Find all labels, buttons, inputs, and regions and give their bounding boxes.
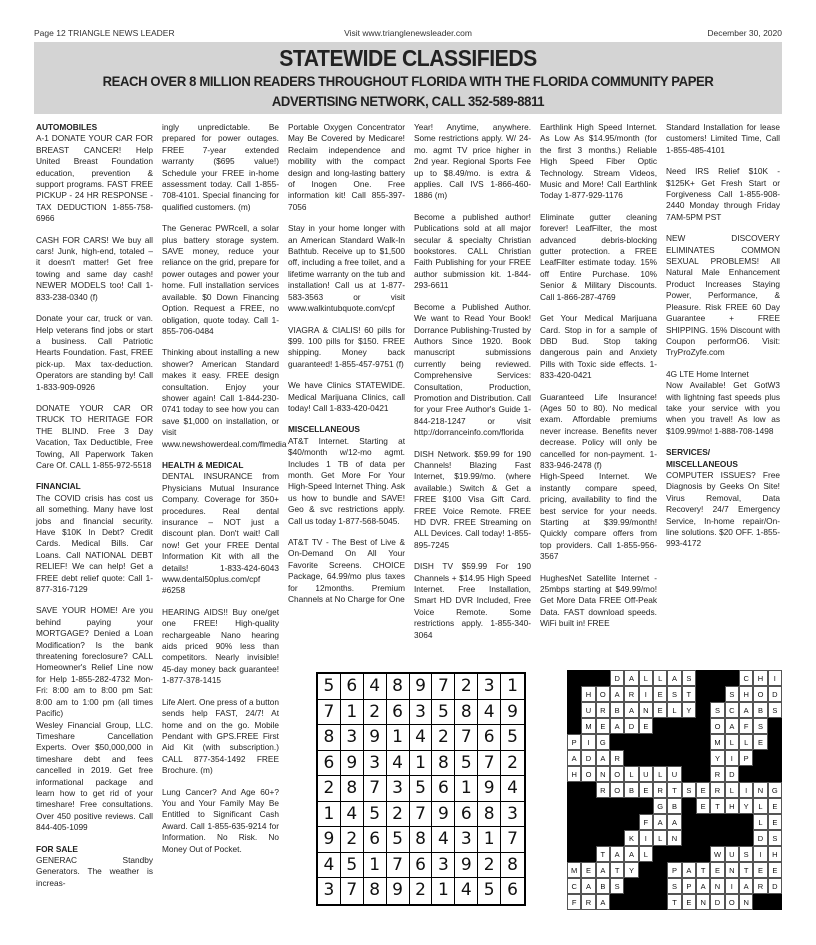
- sudoku-cell: 6: [410, 853, 433, 879]
- crossword-cell: I: [753, 846, 767, 862]
- crossword-cell: O: [753, 686, 767, 702]
- ad-column-2: [162, 122, 287, 865]
- sudoku-cell: 3: [410, 700, 433, 726]
- crossword-cell: T: [739, 862, 753, 878]
- classified-ad: Become a published author! Publications sold at all major secular & specialty Christian bookstores. CALL Christian Faith Publishing for your FREE author submission kit. 1-844-293-6611: [414, 211, 531, 291]
- sudoku-cell: 2: [478, 853, 501, 879]
- ad-column-4: [414, 122, 531, 651]
- crossword-cell: O: [725, 894, 739, 910]
- classified-ad: Stay in your home longer with an American Standard Walk-In Bathtub. Receive up to $1,500 off, including a free toilet, and a lifetime warranty on the tub and installation! Call us at 1-877-583-3563 or visit www.walkintubquote.com/cpf: [288, 223, 405, 314]
- crossword-cell: H: [768, 846, 782, 862]
- sudoku-cell: 5: [432, 700, 455, 726]
- crossword-cell: L: [753, 814, 767, 830]
- classified-ad: Eliminate gutter cleaning forever! LeafFilter, the most advanced debris-blocking gutter protection. a FREE LeafFilter estimate today. 15% off Entire Purchase. 10% Senior & Military Discounts. Call 1-866-287-4769: [540, 211, 657, 302]
- sudoku-cell: 5: [387, 827, 410, 853]
- crossword-cell: A: [696, 878, 710, 894]
- crossword-cell: P: [739, 750, 753, 766]
- crossword-cell: A: [581, 878, 595, 894]
- classifieds-banner: [34, 42, 782, 114]
- crossword-cell: E: [768, 814, 782, 830]
- crossword-cell: G: [653, 798, 667, 814]
- classified-ad: Earthlink High Speed Internet. As Low As $14.95/month (for the first 3 months.) Reliable High Speed Fiber Optic Technology. Stream Videos, Music and More! Call Earthlink Today 1-877-929-1176: [540, 122, 657, 201]
- crossword-cell: U: [639, 766, 653, 782]
- crossword-cell: A: [624, 702, 638, 718]
- crossword-cell: A: [739, 878, 753, 894]
- classified-ad: GENERAC Standby Generators. The weather is increas-: [36, 854, 153, 888]
- crossword-cell: N: [753, 782, 767, 798]
- classified-ad: Guaranteed Life Insurance! (Ages 50 to 80). No medical exam. Affordable premiums never increase. Benefits never decrease. Policy will only be cancelled for non-payment. 1-833-946-2478 (f) High-Speed Internet. We instantly compare speed, pricing, availability to find the best service for your needs. Starting at $39.99/month! Quickly compare offers from top providers. Call 1-855-956-3567: [540, 391, 657, 562]
- sudoku-cell: 8: [341, 776, 364, 802]
- sudoku-cell: 8: [364, 878, 387, 904]
- crossword-cell: S: [753, 718, 767, 734]
- sudoku-cell: 4: [432, 827, 455, 853]
- sudoku-cell: 3: [364, 751, 387, 777]
- crossword-cell: I: [725, 878, 739, 894]
- crossword-cell: S: [725, 686, 739, 702]
- crossword-cell: N: [596, 766, 610, 782]
- sudoku-cell: 9: [410, 674, 433, 700]
- crossword-cell: L: [653, 830, 667, 846]
- sudoku-cell: 3: [455, 827, 478, 853]
- sudoku-cell: 4: [318, 853, 341, 879]
- crossword-cell: D: [753, 830, 767, 846]
- banner-title: STATEWIDE CLASSIFIEDS: [279, 45, 537, 71]
- crossword-cell: R: [753, 878, 767, 894]
- sudoku-cell: 8: [478, 802, 501, 828]
- crossword-cell: U: [667, 766, 681, 782]
- sudoku-cell: 5: [341, 853, 364, 879]
- crossword-cell: H: [567, 766, 581, 782]
- crossword-cell: L: [739, 734, 753, 750]
- page-header: [34, 28, 782, 42]
- crossword-cell: A: [596, 862, 610, 878]
- sudoku-cell: 8: [432, 751, 455, 777]
- sudoku-cell: 6: [341, 674, 364, 700]
- crossword-cell: T: [710, 798, 724, 814]
- crossword-cell: Y: [682, 702, 696, 718]
- crossword-cell: C: [725, 702, 739, 718]
- sudoku-cell: 2: [501, 751, 524, 777]
- crossword-cell: E: [768, 798, 782, 814]
- sudoku-cell: 9: [318, 827, 341, 853]
- ad-column-3: [288, 122, 405, 615]
- classified-ad: ingly unpredictable. Be prepared for power outages. FREE 7-year extended warranty ($695 value!) Schedule your FREE in-home assessment today. Call 1-855-708-4101. Special financing for qualified customers. (m): [162, 122, 279, 212]
- crossword-cell: R: [710, 782, 724, 798]
- sudoku-cell: 5: [501, 725, 524, 751]
- classified-ad: DONATE YOUR CAR OR TRUCK TO HERITAGE FOR THE BLIND. Free 3 Day Vacation, Tax Deductible, Free Towing, All Paperwork Taken Care Of. CALL 1-855-972-5518: [36, 402, 153, 470]
- crossword-cell: A: [624, 846, 638, 862]
- sudoku-cell: 6: [507, 880, 518, 901]
- crossword-cell: A: [667, 670, 681, 686]
- crossword-cell: I: [639, 830, 653, 846]
- crossword-cell: S: [667, 878, 681, 894]
- sudoku-cell: 6: [318, 751, 341, 777]
- crossword-cell: O: [610, 782, 624, 798]
- crossword-cell: I: [639, 686, 653, 702]
- crossword-cell: S: [682, 670, 696, 686]
- crossword-cell: T: [696, 862, 710, 878]
- sudoku-cell: 1: [318, 802, 341, 828]
- crossword-cell: A: [624, 670, 638, 686]
- crossword-cell: N: [639, 702, 653, 718]
- sudoku-cell: 7: [455, 725, 478, 751]
- crossword-grid: [567, 670, 782, 910]
- classified-ad: HughesNet Satellite Internet - 25mbps starting at $49.99/mo! Get More Data FREE Off-Peak Data. FAST download speeds. WiFi built in! FREE: [540, 572, 657, 629]
- sudoku-cell: 7: [318, 700, 341, 726]
- crossword-cell: D: [768, 878, 782, 894]
- crossword-cell: U: [581, 702, 595, 718]
- classified-ad: VIAGRA & CIALIS! 60 pills for $99. 100 pills for $150. FREE shipping. Money back guaranteed! 1-855-457-9751 (f): [288, 324, 405, 369]
- sudoku-cell: 8: [501, 853, 524, 879]
- crossword-cell: I: [739, 782, 753, 798]
- sudoku-cell: 6: [432, 776, 455, 802]
- sudoku-cell: 3: [318, 878, 341, 904]
- sudoku-cell: 5: [318, 674, 341, 700]
- sudoku-cell: 7: [387, 853, 410, 879]
- crossword-cell: O: [596, 686, 610, 702]
- crossword-cell: C: [567, 878, 581, 894]
- crossword-cell: H: [725, 798, 739, 814]
- sudoku-cell: 2: [318, 776, 341, 802]
- crossword-cell: H: [739, 686, 753, 702]
- crossword-cell: S: [710, 702, 724, 718]
- crossword-cell: R: [581, 894, 595, 910]
- classified-ad: Donate your car, truck or van. Help veterans find jobs or start a business. Call Patriotic Hearts Foundation. Fast, FREE pick-up. Max tax-deduction. Operators are standing by! Call 1-833-909-0926: [36, 313, 153, 392]
- sudoku-cell: 1: [341, 700, 364, 726]
- classified-ad: We have Clinics STATEWIDE. Medical Marijuana Clinics, call today! Call 1-833-420-0421: [288, 380, 405, 413]
- sudoku-cell: 6: [387, 700, 410, 726]
- crossword-cell: R: [610, 750, 624, 766]
- crossword-cell: O: [710, 718, 724, 734]
- crossword-cell: D: [725, 766, 739, 782]
- sudoku-cell: 9: [501, 700, 524, 726]
- sudoku-cell: 1: [364, 853, 387, 879]
- sudoku-cell: 4: [341, 802, 364, 828]
- classified-ad: Lung Cancer? And Age 60+? You and Your Family May Be Entitled to Significant Cash Award. Call 1-855-635-9214 for Information. No Risk. No Money Out of Pocket.: [162, 786, 279, 854]
- sudoku-cell: 2: [432, 725, 455, 751]
- sudoku-cell: 8: [410, 827, 433, 853]
- sudoku-cell: 5: [364, 802, 387, 828]
- crossword-cell: N: [667, 830, 681, 846]
- crossword-cell: L: [639, 670, 653, 686]
- crossword-cell: D: [710, 894, 724, 910]
- sudoku-cell: 4: [387, 751, 410, 777]
- crossword-cell: S: [682, 782, 696, 798]
- sudoku-cell: 4: [501, 776, 524, 802]
- crossword-cell: E: [753, 862, 767, 878]
- crossword-cell: H: [581, 686, 595, 702]
- crossword-cell: A: [596, 894, 610, 910]
- crossword-cell: A: [667, 814, 681, 830]
- crossword-cell: G: [768, 782, 782, 798]
- crossword-cell: D: [581, 750, 595, 766]
- sudoku-cell: 7: [478, 751, 501, 777]
- sudoku-cell: 9: [387, 878, 410, 904]
- classified-ad: CASH FOR CARS! We buy all cars! Junk, high-end, totaled – it doesn't matter! Get free towing and same day cash! NEWER MODELS too! Call 1-833-238-0340 (f): [36, 234, 153, 302]
- section-heading: MISCELLANEOUS: [288, 424, 360, 435]
- crossword-cell: P: [667, 862, 681, 878]
- crossword-cell: S: [768, 830, 782, 846]
- crossword-cell: O: [581, 766, 595, 782]
- crossword-cell: H: [753, 670, 767, 686]
- crossword-cell: S: [610, 878, 624, 894]
- crossword-cell: P: [682, 878, 696, 894]
- crossword-cell: Y: [739, 798, 753, 814]
- crossword-cell: A: [596, 750, 610, 766]
- crossword-cell: B: [624, 782, 638, 798]
- classified-ad: COMPUTER ISSUES? Free Diagnosis by Geeks On Site! Virus Removal, Data Recovery! 24/7 Emergency Service, In-home repair/On-line solutions. $20 OFF. 1-855-993-4172: [666, 469, 780, 549]
- crossword-cell: D: [610, 670, 624, 686]
- classified-ad: Need IRS Relief $10K - $125K+ Get Fresh Start or Forgiveness Call 1-855-908-2440 Monday through Friday 7AM-5PM PST: [666, 166, 780, 222]
- sudoku-cell: 1: [387, 725, 410, 751]
- sudoku-grid: [316, 672, 526, 906]
- crossword-cell: C: [739, 670, 753, 686]
- crossword-cell: T: [610, 862, 624, 878]
- crossword-cell: L: [639, 846, 653, 862]
- crossword-cell: E: [596, 718, 610, 734]
- crossword-cell: Y: [624, 862, 638, 878]
- sudoku-cell: 4: [410, 725, 433, 751]
- sudoku-cell: 1: [432, 878, 455, 904]
- crossword-cell: S: [667, 686, 681, 702]
- crossword-cell: E: [696, 782, 710, 798]
- crossword-cell: L: [753, 798, 767, 814]
- crossword-cell: U: [725, 846, 739, 862]
- crossword-cell: I: [768, 670, 782, 686]
- crossword-cell: R: [596, 702, 610, 718]
- issue-date: December 30, 2020: [707, 28, 782, 38]
- sudoku-cell: 1: [501, 674, 524, 700]
- crossword-cell: E: [768, 862, 782, 878]
- crossword-cell: I: [581, 734, 595, 750]
- sudoku-cell: 5: [410, 776, 433, 802]
- classified-ad: DISH Network. $59.99 for 190 Channels! Blazing Fast Internet, $19.99/mo. (where available.) Switch & Get a FREE $100 Visa Gift Card. FREE Voice Remote. FREE HD DVR. FREE Streaming on ALL Devices. Call today! 1-855-895-7245: [414, 448, 531, 550]
- sudoku-cell: 6: [455, 802, 478, 828]
- section-heading: HEALTH & MEDICAL: [162, 459, 244, 470]
- sudoku-cell: 7: [432, 674, 455, 700]
- crossword-cell: R: [596, 782, 610, 798]
- sudoku-cell: 7: [364, 776, 387, 802]
- crossword-cell: D: [768, 686, 782, 702]
- sudoku-cell: 8: [318, 725, 341, 751]
- crossword-cell: I: [725, 750, 739, 766]
- ad-column-6: [666, 122, 780, 560]
- classified-ad: DENTAL INSURANCE from Physicians Mutual Insurance Company. Coverage for 350+ procedures. Real dental insurance – NOT just a discount plan. Don't wait! Call now! Get your FREE Dental Information Kit with all the details! 1-833-424-6043 www.dental50plus.com/cpf #6258: [162, 471, 279, 596]
- sudoku-cell: 2: [364, 700, 387, 726]
- sudoku-cell: 1: [455, 776, 478, 802]
- crossword-cell: T: [667, 782, 681, 798]
- crossword-cell: N: [739, 894, 753, 910]
- classified-ad: A-1 DONATE YOUR CAR FOR BREAST CANCER! Help United Breast Foundation education, prevention & support programs. FAST FREE PICKUP - 24 HR RESPONSE - TAX DEDUCTION 1-855-758-6966: [36, 133, 153, 224]
- crossword-cell: E: [710, 862, 724, 878]
- crossword-cell: L: [653, 670, 667, 686]
- crossword-cell: P: [567, 734, 581, 750]
- crossword-cell: F: [567, 894, 581, 910]
- crossword-cell: L: [667, 702, 681, 718]
- crossword-cell: W: [710, 846, 724, 862]
- crossword-cell: M: [710, 734, 724, 750]
- crossword-cell: A: [682, 862, 696, 878]
- sudoku-cell: 5: [478, 878, 501, 904]
- sudoku-cell: 8: [455, 700, 478, 726]
- sudoku-cell: 1: [410, 751, 433, 777]
- crossword-cell: A: [610, 718, 624, 734]
- classified-ad: Get Your Medical Marijuana Card. Stop in for a sample of DBD Bud. Stop taking dangerous pain and Anxiety Pills with Toxic side effects. 1-833-420-0421: [540, 313, 657, 381]
- sudoku-cell: 9: [455, 853, 478, 879]
- classified-ad: AT&T TV - The Best of Live & On-Demand On All Your Favorite Screens. CHOICE Package, 64.99/mo plus taxes for 12months. Premium Channels at No Charge for One: [288, 537, 405, 605]
- crossword-cell: F: [639, 814, 653, 830]
- classified-ad: Become a Published Author. We want to Read Your Book! Dorrance Publishing-Trusted by Authors Since 1920. Book manuscript submissions currently being reviewed. Comprehensive Services: Consultation, Production, Promotion and Distribution. Call for your Free Author's Guide 1-844-218-1247 or visit http://dorranceinfo.com/florida: [414, 301, 531, 438]
- crossword-cell: L: [653, 766, 667, 782]
- sudoku-cell: 2: [387, 802, 410, 828]
- sudoku-cell: 6: [478, 725, 501, 751]
- crossword-cell: N: [725, 862, 739, 878]
- sudoku-cell: 3: [501, 802, 524, 828]
- sudoku-cell: 3: [432, 853, 455, 879]
- section-heading: SERVICES/ MISCELLANEOUS: [666, 447, 738, 469]
- classified-ad: DISH TV $59.99 For 190 Channels + $14.95 High Speed Internet. Free Installation, Smart HD DVR Included, Free Voice Remote. Some restrictions apply. 1-855-340-3064: [414, 561, 531, 640]
- crossword-cell: D: [624, 718, 638, 734]
- crossword-cell: N: [710, 878, 724, 894]
- crossword-cell: A: [739, 702, 753, 718]
- ad-column-1: [36, 122, 153, 899]
- sudoku-cell: 2: [455, 674, 478, 700]
- crossword-cell: E: [653, 686, 667, 702]
- crossword-cell: G: [596, 734, 610, 750]
- sudoku-cell: 2: [410, 878, 433, 904]
- classified-ad: HEARING AIDS!! Buy one/get one FREE! High-quality rechargeable Nano hearing aids priced 90% less than competitors. Nearly invisible! 45-day money back guarantee! 1-877-378-1415: [162, 606, 279, 686]
- sudoku-cell: 4: [478, 700, 501, 726]
- crossword-cell: Y: [710, 750, 724, 766]
- crossword-cell: S: [768, 702, 782, 718]
- sudoku-cell: 3: [387, 776, 410, 802]
- classified-ad: Year! Anytime, anywhere. Some restrictions apply. W/ 24-mo. agmt TV price higher in 2nd year. Regional Sports Fee up to $8.49/mo. is extra & applies. Call IVS 1-866-460-1886 (m): [414, 122, 531, 201]
- classified-ad: 4G LTE Home Internet Now Available! Get GotW3 with lightning fast speeds plus take your service with you when you travel! As low as $109.99/mo! 1-888-708-1498: [666, 368, 780, 436]
- crossword-cell: N: [696, 894, 710, 910]
- crossword-cell: E: [639, 782, 653, 798]
- sudoku-cell: 9: [432, 802, 455, 828]
- crossword-cell: A: [567, 750, 581, 766]
- classified-ad: Portable Oxygen Concentrator May Be Covered by Medicare! Reclaim independence and mobility with the compact design and long-lasting battery of Inogen One. Free information kit! Call 855-397-7056: [288, 122, 405, 212]
- sudoku-cell: 1: [478, 827, 501, 853]
- crossword-cell: L: [725, 782, 739, 798]
- crossword-cell: L: [624, 766, 638, 782]
- crossword-cell: E: [639, 718, 653, 734]
- crossword-cell: T: [667, 894, 681, 910]
- sudoku-cell: 8: [387, 674, 410, 700]
- website-link[interactable]: Visit www.trianglenewsleader.com: [344, 28, 472, 38]
- page-number-label: Page 12 TRIANGLE NEWS LEADER: [34, 28, 175, 38]
- classified-ad: NEW DISCOVERY ELIMINATES COMMON SEXUAL PROBLEMS! All Natural Male Enhancement Product Increases Staying Power, Performance, & Pleasure. Risk FREE 60 Day Guarantee + FREE SHIPPING. 15% Discount with Coupon performO6. Visit: TryProZyfe.com: [666, 233, 780, 358]
- crossword-cell: A: [725, 718, 739, 734]
- crossword-cell: A: [610, 686, 624, 702]
- crossword-cell: M: [567, 862, 581, 878]
- crossword-cell: B: [610, 702, 624, 718]
- crossword-cell: R: [624, 686, 638, 702]
- crossword-cell: E: [682, 894, 696, 910]
- sudoku-cell: 3: [478, 674, 501, 700]
- sudoku-cell: 2: [341, 827, 364, 853]
- classified-ad: AT&T Internet. Starting at $40/month w/12-mo agmt. Includes 1 TB of data per month. Get More For Your High-Speed Internet Thing. Ask us how to bundle and SAVE! Geo & svc restrictions apply. Call us today 1-877-568-5045.: [288, 435, 405, 526]
- sudoku-cell: 4: [455, 878, 478, 904]
- crossword-cell: S: [739, 846, 753, 862]
- sudoku-cell: 6: [364, 827, 387, 853]
- crossword-cell: T: [596, 846, 610, 862]
- crossword-cell: E: [753, 734, 767, 750]
- classified-ad: The COVID crisis has cost us all something. Many have lost jobs and financial security. Have $10K In Debt? Credit Cards. Medical Bills. Car Loans. Call NATIONAL DEBT RELIEF! We can help! Get a FREE debt relief quote: Call 1-877-316-7129: [36, 492, 153, 595]
- sudoku-cell: 9: [364, 725, 387, 751]
- section-heading: FINANCIAL: [36, 481, 81, 492]
- crossword-cell: R: [653, 782, 667, 798]
- crossword-cell: R: [710, 766, 724, 782]
- classified-ad: Life Alert. One press of a button sends help FAST, 24/7! At home and on the go. Mobile Pendant with GPS.FREE First Aid Kit (with subscription.) CALL 877-354-1492 FREE Brochure. (m): [162, 696, 279, 776]
- crossword-cell: L: [725, 734, 739, 750]
- crossword-cell: A: [653, 814, 667, 830]
- crossword-cell: B: [596, 878, 610, 894]
- crossword-cell: E: [653, 702, 667, 718]
- section-heading: FOR SALE: [36, 843, 78, 854]
- crossword-cell: M: [581, 718, 595, 734]
- crossword-cell: B: [667, 798, 681, 814]
- sudoku-cell: 4: [364, 674, 387, 700]
- crossword-cell: A: [610, 846, 624, 862]
- sudoku-cell: 3: [341, 725, 364, 751]
- sudoku-cell: 9: [341, 751, 364, 777]
- section-heading: AUTOMOBILES: [36, 122, 98, 132]
- crossword-cell: E: [696, 798, 710, 814]
- sudoku-cell: 9: [478, 776, 501, 802]
- sudoku-cell: 7: [501, 827, 524, 853]
- crossword-cell: E: [581, 862, 595, 878]
- crossword-cell: T: [682, 686, 696, 702]
- classified-ad: SAVE YOUR HOME! Are you behind paying your MORTGAGE? Denied a Loan Modification? Is the bank threatening foreclosure? CALL Homeowner's Relief Line now for Help 1-855-282-4732 Mon-Fri: 8:00 am to 8:00 pm Sat: 8:00 am to 1:00 pm (all times Pacific) Wesley Financial Group, LLC. Timeshare Cancellation Experts. Over $50,000,000 in timeshare debt and fees cancelled in 2019. Get free informational package and learn how to get rid of your timeshare! Free consultations. Over 450 positive reviews. Call 844-405-1099: [36, 605, 153, 833]
- sudoku-cell: 7: [341, 878, 364, 904]
- banner-subtitle: REACH OVER 8 MILLION READERS THROUGHOUT FLORIDA WITH THE FLORIDA COMMUNITY PAPER ADVERTISING NETWORK, CALL 352-589-8811: [102, 74, 714, 110]
- classified-ad: The Generac PWRcell, a solar plus battery storage system. SAVE money, reduce your reliance on the grid, prepare for power outages and power your home. Full installation services available. $0 Down Financing Option. Request a FREE, no obligation, quote today. Call 1-855-706-0484: [162, 223, 279, 336]
- crossword-cell: K: [624, 830, 638, 846]
- classified-ad: Thinking about installing a new shower? American Standard makes it easy. FREE design consultation. Enjoy your shower again! Call 1-844-230-0741 today to see how you can save $1,000 on installation, or visit www.newshowerdeal.com/flmedia: [162, 347, 287, 449]
- sudoku-cell: 7: [410, 802, 433, 828]
- ad-column-5: [540, 122, 657, 640]
- classified-ad: Standard Installation for lease customers! Limited Time, Call 1-855-485-4101: [666, 122, 780, 155]
- crossword-cell: B: [753, 702, 767, 718]
- crossword-cell: O: [610, 766, 624, 782]
- sudoku-cell: 5: [455, 751, 478, 777]
- crossword-cell: F: [739, 718, 753, 734]
